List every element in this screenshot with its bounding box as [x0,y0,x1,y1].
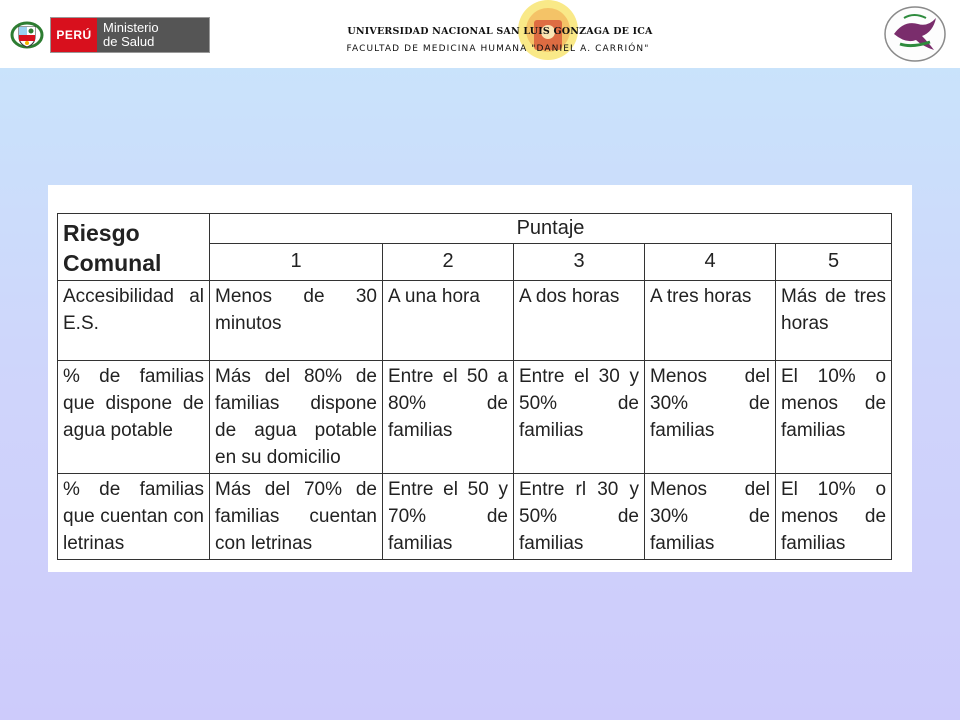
table-cell: A tres horas [645,281,776,361]
table-cell: Más de tres horas [776,281,892,361]
table-row [58,361,892,474]
peru-shield-icon [10,18,44,52]
corner-header [58,214,210,281]
table-cell: A dos horas [514,281,645,361]
riesgo-comunal-table [57,213,892,560]
ministerio-label [97,18,209,52]
table-cell: El 10% o menos de familias [776,474,892,560]
score-col-3: 3 [514,244,645,281]
minsa-logo [50,17,210,53]
score-col-5: 5 [776,244,892,281]
table-row [58,281,892,361]
table-cell: Menos del 30% de familias [645,361,776,474]
peru-label: PERÚ [51,18,97,52]
score-col-2: 2 [383,244,514,281]
row-label-agua: % de familias que dispone de agua potable [58,361,210,474]
score-col-1: 1 [210,244,383,281]
table-row [58,474,892,560]
table-cell: Menos de 30 minutos [210,281,383,361]
table-cell: Entre el 50 y 70% de familias [383,474,514,560]
table-cell: Menos del 30% de familias [645,474,776,560]
row-label-letrinas: % de familias que cuentan con letrinas [58,474,210,560]
ministerio-line2: de Salud [103,34,155,49]
table-cell: El 10% o menos de familias [776,361,892,474]
score-col-4: 4 [645,244,776,281]
corner-line2: Comunal [63,250,162,276]
slide-header [0,0,960,68]
table-image-panel [48,185,912,572]
bird-logo-icon [882,4,948,64]
table-cell: Entre el 30 y 50% de familias [514,361,645,474]
faculty-title: FACULTAD DE MEDICINA HUMANA "DANIEL A. CARRIÓN" [346,44,650,54]
table-header-row [58,214,892,244]
table-cell: Más del 70% de familias cuentan con letrinas [210,474,383,560]
table-cell: A una hora [383,281,514,361]
table-cell: Entre el 50 a 80% de familias [383,361,514,474]
university-title: UNIVERSIDAD NACIONAL SAN LUIS GONZAGA DE ICA [347,26,653,37]
table-cell: Entre rl 30 y 50% de familias [514,474,645,560]
table-cell: Más del 80% de familias dispone de agua potable en su domicilio [210,361,383,474]
row-label-accesibilidad: Accesibilidad al E.S. [58,281,210,361]
puntaje-header: Puntaje [210,214,892,244]
ministerio-line1: Ministerio [103,20,159,35]
corner-line1: Riesgo [63,220,140,246]
